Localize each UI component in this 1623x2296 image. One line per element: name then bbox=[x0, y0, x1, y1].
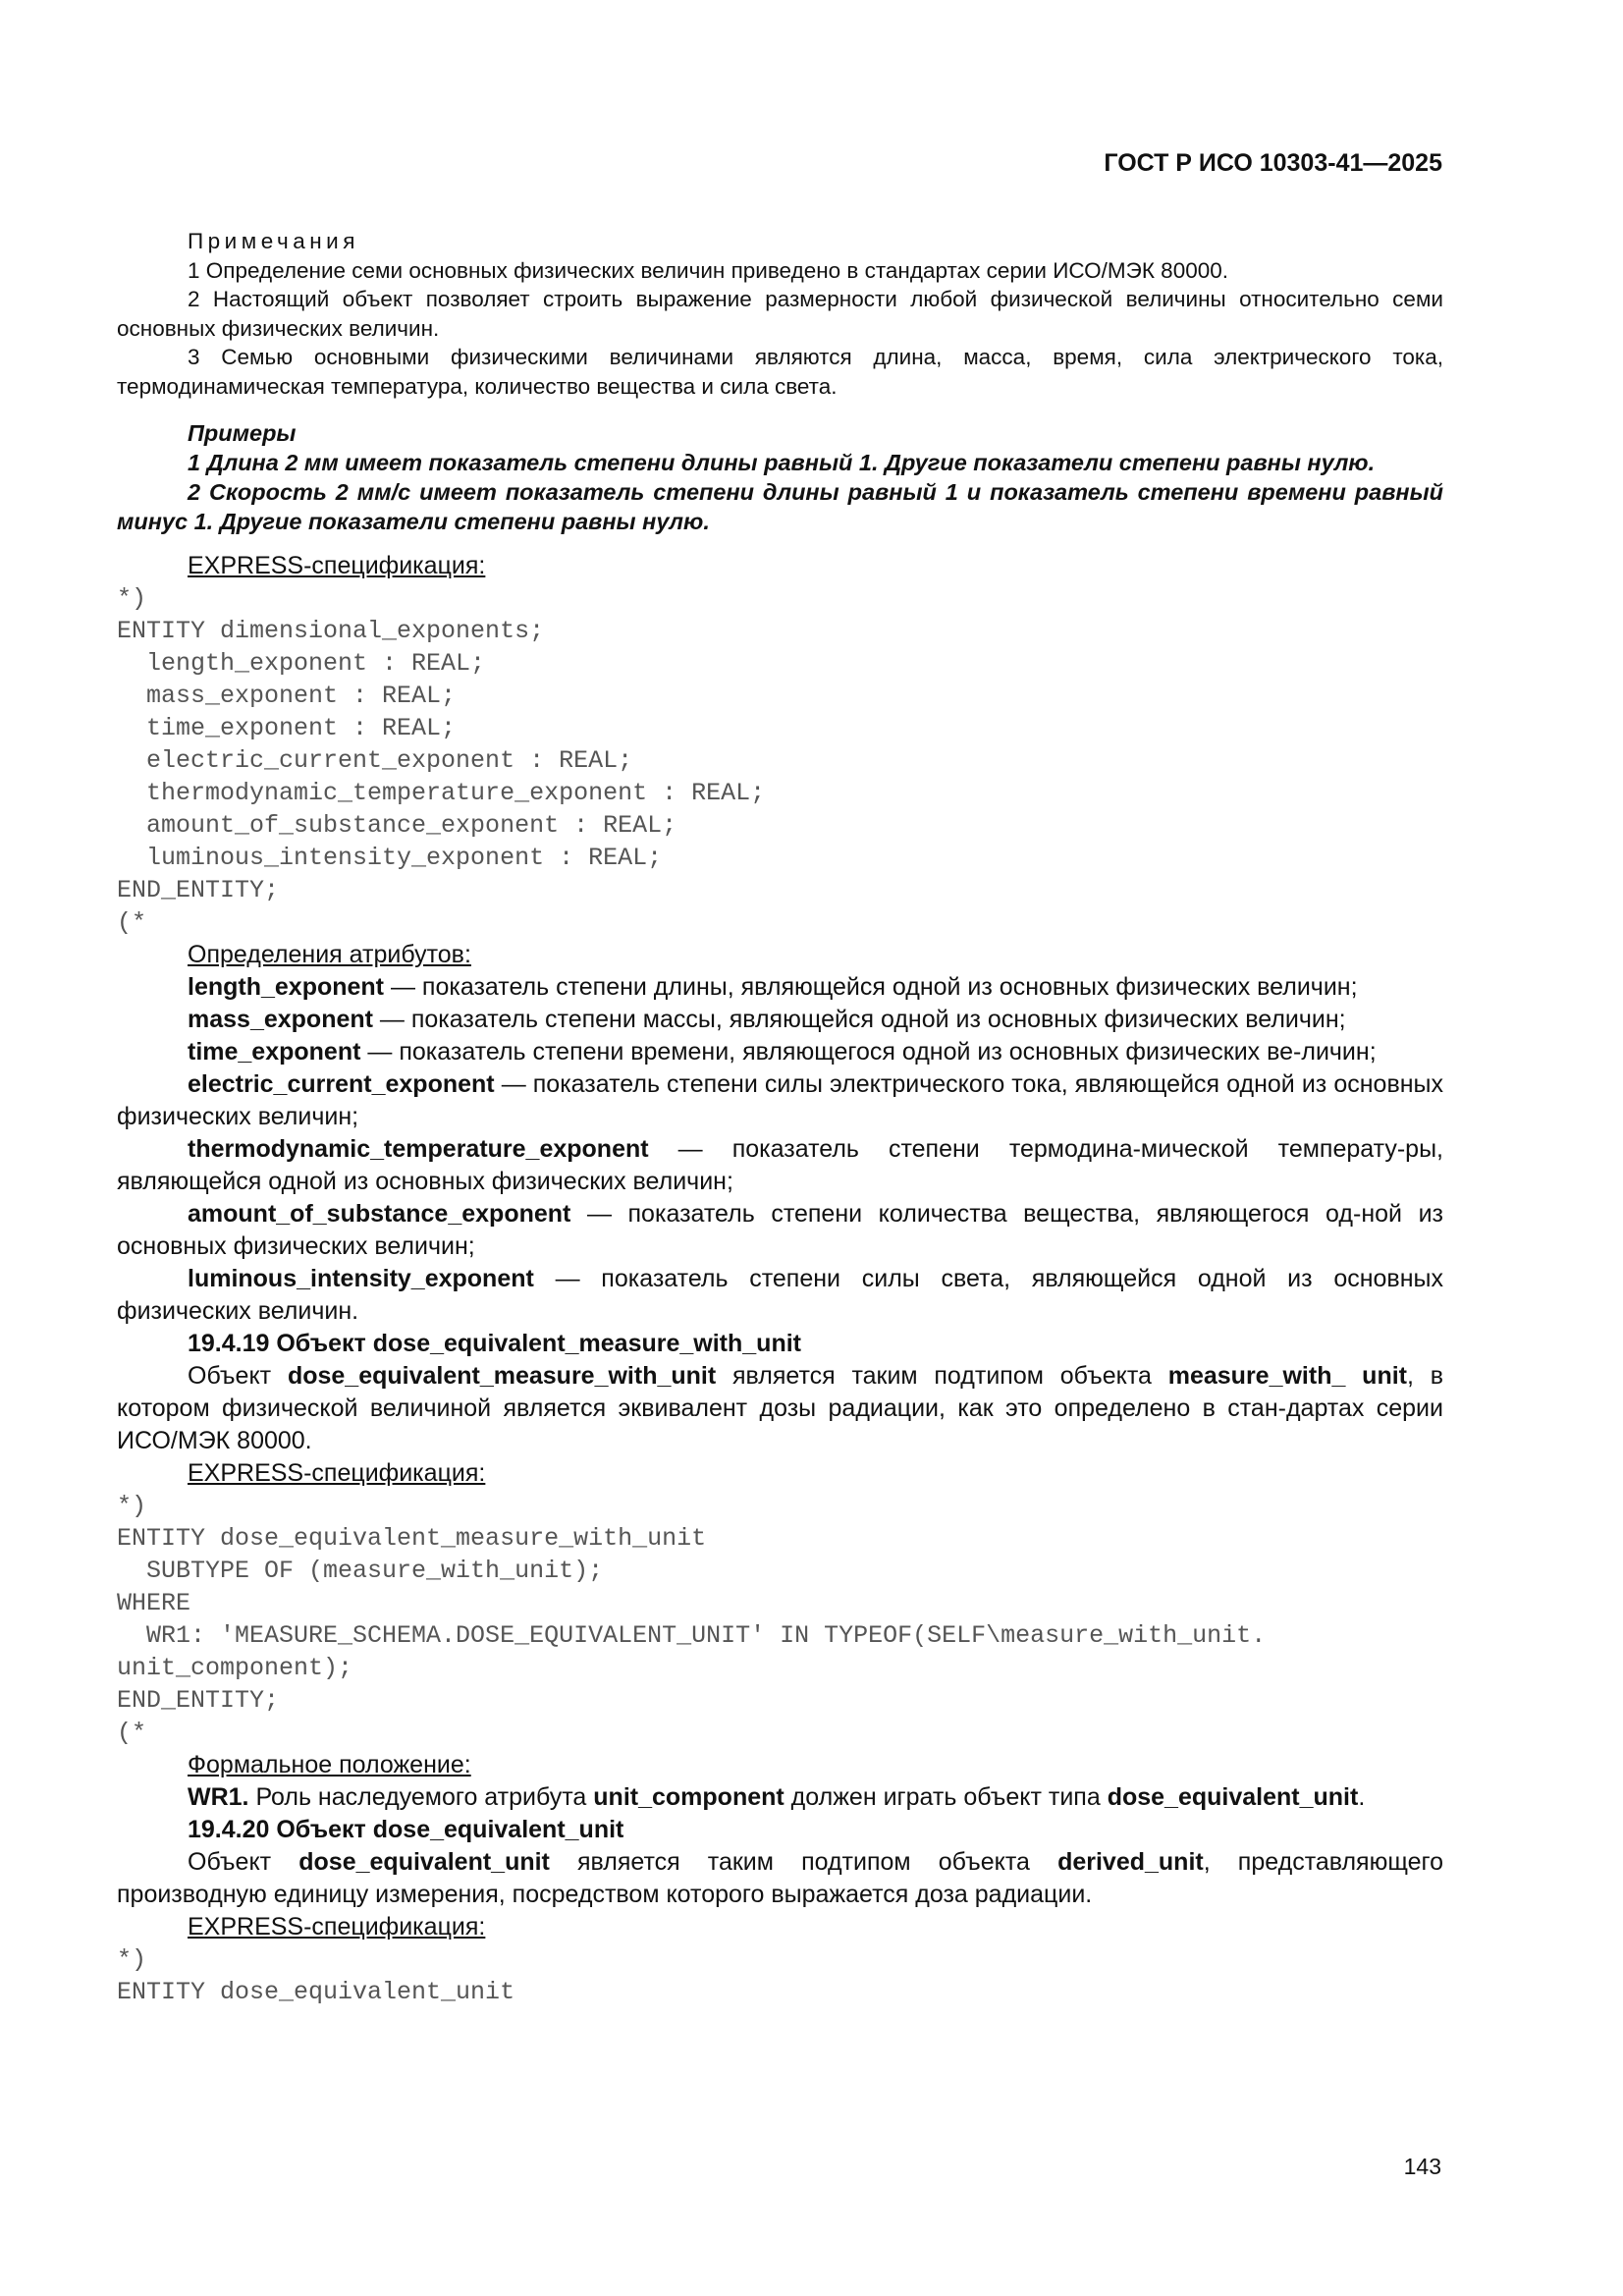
express-code-dimensional-exponents: *) ENTITY dimensional_exponents; length_exponent : REAL; mass_exponent : REAL; time_exponent : REAL; electric_current_exponent : REAL; thermodynamic_temperature_exponent : REAL; amount_of_substance_exponent : REAL; luminous_intensity_exponent : REAL; END_ENTITY; (* bbox=[117, 584, 766, 937]
attribute-definition: amount_of_substance_exponent — показатель степени количества вещества, являющегося од-ной из основных физических величин; bbox=[117, 1200, 1443, 1260]
attribute-definition: thermodynamic_temperature_exponent — показатель степени термодина-мической температу-ры, являющейся одной из основных физических величин; bbox=[117, 1135, 1443, 1195]
attribute-definition: mass_exponent — показатель степени массы, являющейся одной из основных физических величин; bbox=[188, 1006, 1346, 1033]
attribute-definitions-label: Определения атрибутов: bbox=[188, 941, 471, 968]
formal-proposition-label: Формальное положение: bbox=[188, 1751, 471, 1778]
notes-title: Примечания bbox=[188, 229, 359, 253]
page-number: 143 bbox=[1403, 2154, 1441, 2179]
page-content bbox=[117, 227, 1443, 2008]
express-spec-label: EXPRESS-спецификация: bbox=[188, 552, 486, 579]
note-item: 3 Семью основными физическими величинами являются длина, масса, время, сила электрического тока, термодинамическая температура, количество вещества и сила света. bbox=[117, 345, 1443, 399]
examples-title: Примеры bbox=[188, 420, 297, 446]
section-heading-19-4-19: 19.4.19 Объект dose_equivalent_measure_with_unit bbox=[188, 1330, 801, 1357]
note-item: 2 Настоящий объект позволяет строить выражение размерности любой физической величины относительно семи основных физических величин. bbox=[117, 287, 1443, 341]
express-spec-label: EXPRESS-спецификация: bbox=[188, 1459, 486, 1487]
example-item: 2 Скорость 2 мм/с имеет показатель степени длины равный 1 и показатель степени времени равный минус 1. Другие показатели степени равны нулю. bbox=[117, 479, 1443, 534]
document-header: ГОСТ Р ИСО 10303-41—2025 bbox=[1104, 149, 1442, 177]
note-item: 1 Определение семи основных физических величин приведено в стандартах серии ИСО/МЭК 80000. bbox=[188, 257, 1229, 283]
attribute-definition: electric_current_exponent — показатель степени силы электрического тока, являющейся одной из основных физических величин; bbox=[117, 1070, 1443, 1130]
where-rule-wr1: WR1. Роль наследуемого атрибута unit_component должен играть объект типа dose_equivalent_unit. bbox=[188, 1783, 1366, 1811]
attribute-definition: length_exponent — показатель степени длины, являющейся одной из основных физических величин; bbox=[188, 973, 1358, 1001]
example-item: 1 Длина 2 мм имеет показатель степени длины равный 1. Другие показатели степени равны нулю. bbox=[188, 450, 1376, 475]
notes-block bbox=[117, 227, 1443, 401]
express-code-dose-equivalent-unit: *) ENTITY dose_equivalent_unit bbox=[117, 1945, 515, 2006]
section-intro-19-4-20: Объект dose_equivalent_unit является таким подтипом объекта derived_unit, представляющего производную единицу измерения, посредством которого выражается доза радиации. bbox=[117, 1848, 1444, 1908]
examples-block bbox=[117, 418, 1443, 536]
section-heading-19-4-20: 19.4.20 Объект dose_equivalent_unit bbox=[188, 1816, 624, 1843]
express-spec-label: EXPRESS-спецификация: bbox=[188, 1913, 486, 1941]
express-code-dose-equivalent-measure: *) ENTITY dose_equivalent_measure_with_unit SUBTYPE OF (measure_with_unit); WHERE WR1: 'MEASURE_SCHEMA.DOSE_EQUIVALENT_UNIT' IN TYPEOF(SELF\measure_with_unit. unit_component); END_ENTITY; (* bbox=[117, 1492, 1267, 1747]
attribute-definition: time_exponent — показатель степени времени, являющегося одной из основных физических ве-личин; bbox=[188, 1038, 1377, 1066]
section-intro-19-4-19: Объект dose_equivalent_measure_with_unit является таким подтипом объекта measure_with_ unit, в котором физической величиной является эквивалент дозы радиации, как это определено в стан-дартах серии ИСО/МЭК 80000. bbox=[117, 1362, 1444, 1454]
attribute-definition: luminous_intensity_exponent — показатель степени силы света, являющейся одной из основных физических величин. bbox=[117, 1265, 1443, 1325]
